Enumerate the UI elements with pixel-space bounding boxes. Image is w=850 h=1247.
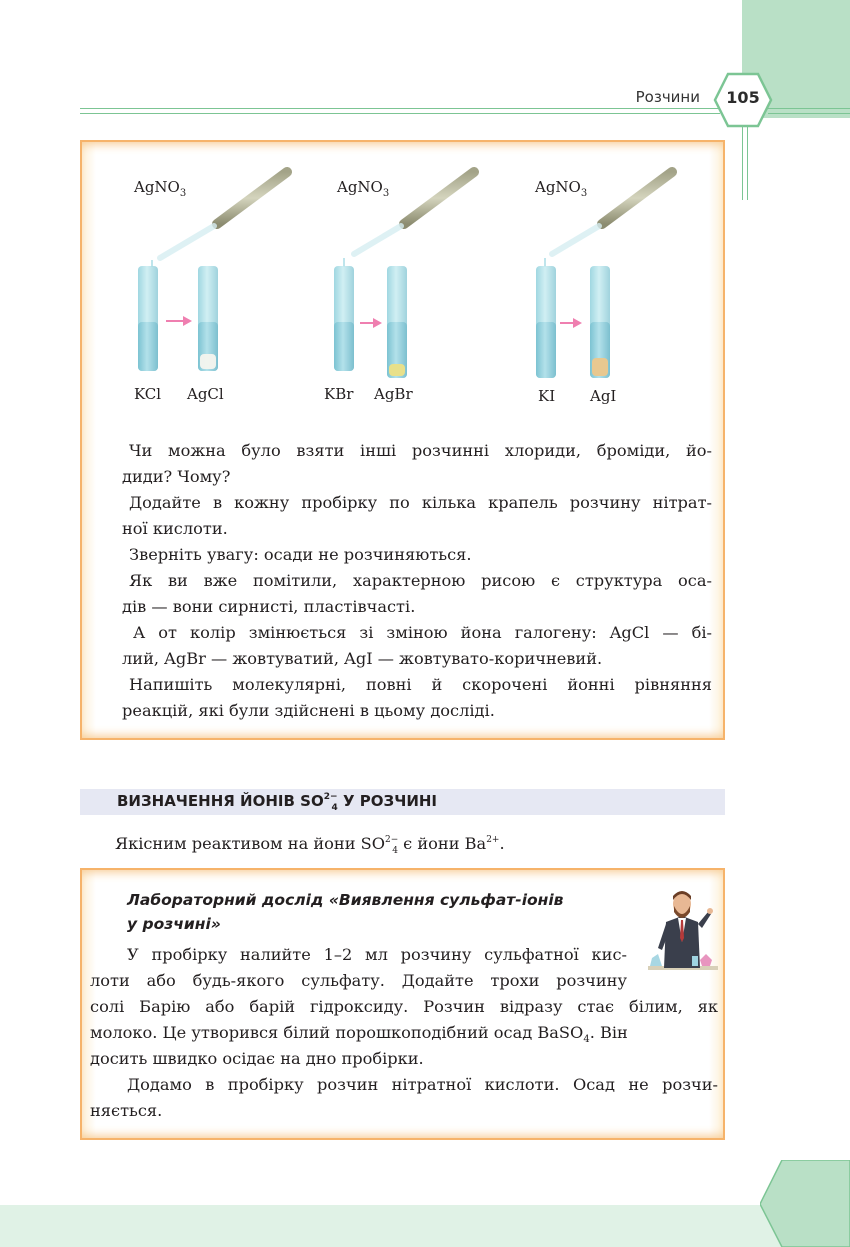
tube-label-kbr: KBr	[324, 385, 354, 403]
scientist-illustration	[648, 882, 718, 980]
running-title: Розчини	[635, 88, 700, 106]
lab-experiment-box	[80, 868, 725, 1140]
tube-label-ki: KI	[538, 387, 556, 405]
tube-group-3	[536, 172, 672, 378]
footer-band	[0, 1205, 850, 1247]
experiment-paragraph-3: Зверніть увагу: осади не розчиняються.	[129, 545, 472, 564]
lab-paragraph-1-line-3: солі Барію або барій гідроксиду. Розчин відразу стає білим, як	[90, 997, 718, 1016]
baso4-formula: BaSO	[537, 1023, 584, 1042]
page-number: 105	[726, 88, 760, 107]
lab-paragraph-1-line-5: досить швидко осідає на дно пробірки.	[90, 1049, 424, 1068]
experiment-paragraph-6: Напишіть молекулярні, повні й скорочені йонні рівняння реакцій, які були здійснені в цьому досліді.	[122, 675, 712, 720]
reagent-label-3: AgNO$_3$	[535, 178, 588, 199]
tube-label-agcl: AgCl	[187, 385, 224, 403]
section-heading-bar	[80, 789, 725, 815]
intro-sentence: Якісним реактивом на йони $SO^{2-}_4$ є йони $Ba^{2+}$.	[115, 834, 505, 856]
section-title: ВИЗНАЧЕННЯ ЙОНІВ $SO^{2-}_4$ У РОЗЧИНІ	[117, 792, 438, 813]
reagent-label-1: AgNO$_3$	[134, 178, 187, 199]
experiment-paragraph-1: Чи можна було взяти інші розчинні хлориди, броміди, йо- диди? Чому?	[122, 441, 712, 486]
tube-label-agi: AgI	[590, 387, 617, 405]
footer-corner-tab	[760, 1160, 850, 1247]
reagent-label-2: AgNO$_3$	[337, 178, 390, 199]
experiment-box	[80, 140, 725, 740]
lab-paragraph-1-line-2: лоти або будь-якого сульфату. Додайте трохи розчину	[90, 971, 627, 990]
tube-label-agbr: AgBr	[374, 385, 413, 403]
lab-experiment-title: Лабораторний дослід «Виявлення сульфат-іонів у розчині»	[127, 891, 564, 933]
tube-group-1	[138, 172, 287, 371]
test-tube-figure	[82, 142, 723, 432]
header-rule	[80, 108, 720, 114]
lab-paragraph-2: Додамо в пробірку розчин нітратної кислоти. Осад не розчи- няється.	[90, 1075, 718, 1120]
tube-label-kcl: KCl	[134, 385, 162, 403]
experiment-paragraph-2: Додайте в кожну пробірку по кілька крапель розчину нітрат- ної кислоти.	[122, 493, 712, 538]
lab-paragraph-1-line-4: молоко. Це утворився білий порошкоподібний осад BaSO$_4$. Він	[90, 1023, 628, 1045]
experiment-paragraph-5: А от колір змінюється зі зміною йона галогену: AgCl — бі- лий, AgBr — жовтуватий, AgI — жовтувато-коричневий.	[122, 623, 712, 668]
tube-group-2	[334, 172, 474, 378]
lab-paragraph-1: У пробірку налийте 1–2 мл розчину сульфатної кис-	[127, 945, 627, 964]
page-number-badge	[713, 70, 773, 130]
header-rule-right	[768, 108, 850, 114]
corner-vertical-rule	[742, 118, 748, 200]
experiment-paragraph-4: Як ви вже помітили, характерною рисою є структура оса- дів — вони сирнисті, пластівчасті.	[122, 571, 712, 616]
